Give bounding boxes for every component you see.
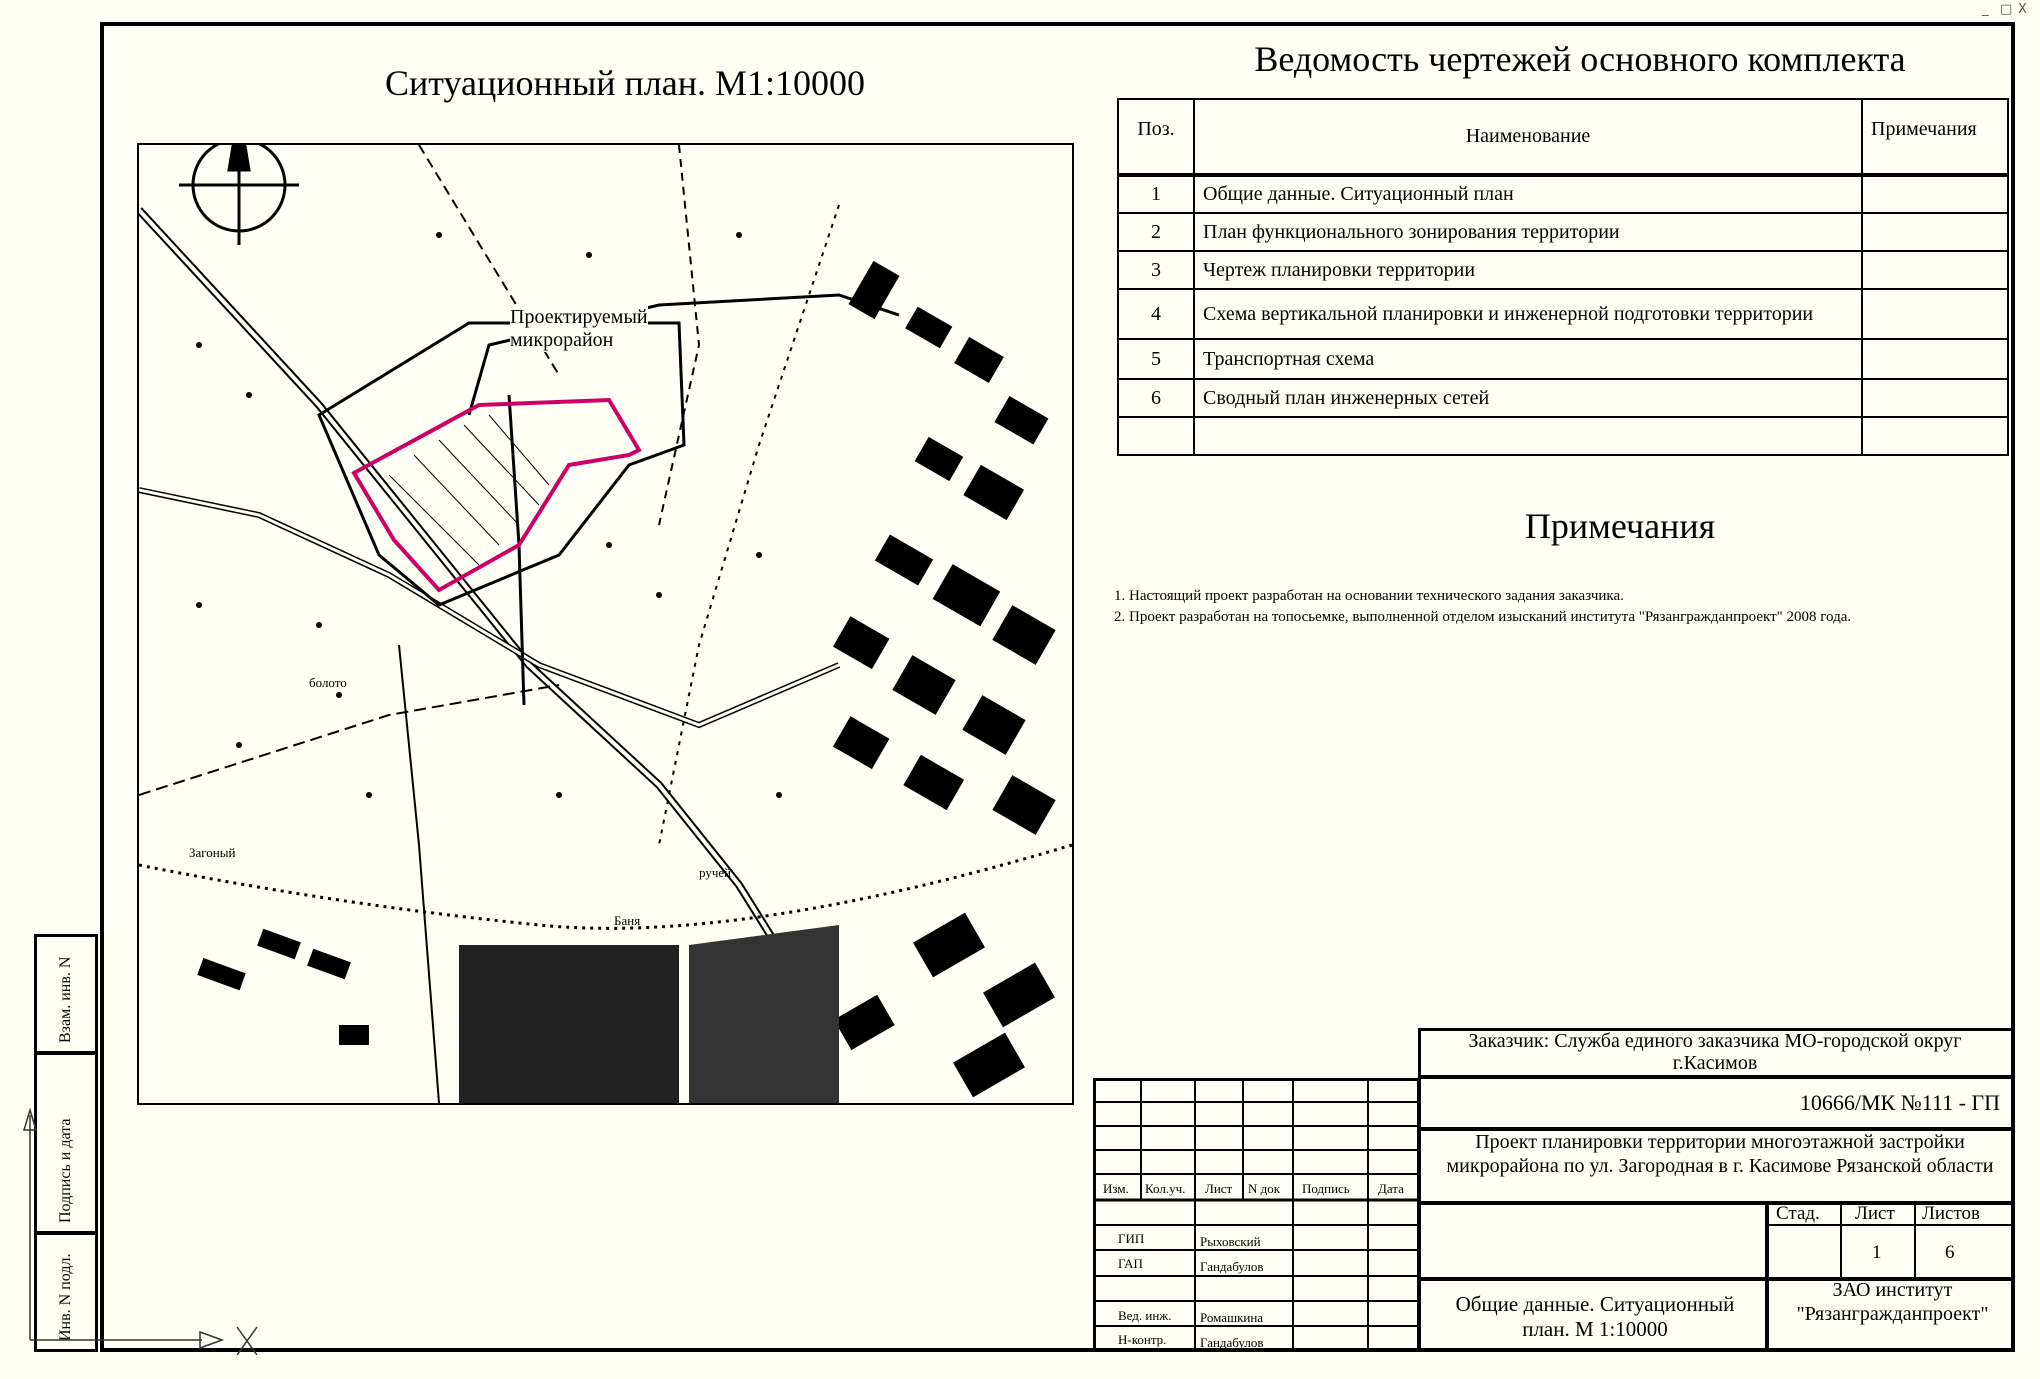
- close-icon[interactable]: X: [2018, 2, 2027, 17]
- note-item: 2. Проект разработан на топосьемке, выполненной отделом изысканий института "Рязангражданпроект" 2008 года.: [1114, 609, 1852, 625]
- col-header: N док: [1248, 1181, 1281, 1196]
- person-name: Рыховский: [1200, 1234, 1261, 1249]
- role-label: Н-контр.: [1118, 1332, 1167, 1347]
- vedomost-title: Ведомость чертежей основного комплекта: [1254, 39, 1906, 79]
- col-header: Лист: [1205, 1181, 1233, 1196]
- drawings-list-table: [1117, 98, 2009, 456]
- header-name: Наименование: [1194, 99, 1862, 175]
- stage-header: Стад.: [1776, 1203, 1820, 1224]
- map-label-project2: микрорайон: [510, 329, 614, 351]
- person-name: Ромашкина: [1200, 1310, 1264, 1325]
- customer-text: Заказчик: Служба единого заказчика МО-городской округ г.Касимов: [1468, 1030, 1962, 1074]
- col-header: Изм.: [1103, 1181, 1129, 1196]
- plan-title: Ситуационный план. М1:10000: [384, 63, 866, 103]
- sheets-total: 6: [1945, 1242, 1955, 1263]
- north-arrow-icon: [179, 145, 299, 245]
- side-stamp-cell: Инв. N подл.: [34, 1232, 98, 1352]
- project-name: Проект планировки территории многоэтажной застройки микрорайона по ул. Загородная в г. Касимове Рязанской области: [1446, 1131, 1994, 1177]
- map-label-project: Проектируемый: [510, 306, 648, 328]
- map-place-label: Баня: [614, 913, 641, 928]
- map-place-label: ручей: [699, 865, 732, 880]
- table-row: 4 Схема вертикальной планировки и инженерной подготовки территории: [1118, 289, 2008, 339]
- role-label: ГАП: [1118, 1256, 1143, 1271]
- role-label: ГИП: [1118, 1231, 1145, 1246]
- map-place-label: Загоный: [189, 845, 236, 860]
- sheets-header: Листов: [1922, 1203, 1981, 1224]
- table-row: 2 План функционального зонирования территории: [1118, 213, 2008, 251]
- maximize-icon[interactable]: □: [2000, 2, 2013, 17]
- sheet-header: Лист: [1855, 1203, 1895, 1224]
- header-note: Примечания: [1862, 99, 2008, 175]
- map-place-label: болото: [309, 675, 347, 690]
- table-row: 6 Сводный план инженерных сетей: [1118, 379, 2008, 417]
- situational-map[interactable]: [137, 143, 1074, 1105]
- table-row: 1 Общие данные. Ситуационный план: [1118, 175, 2008, 213]
- sheet-title: Общие данные. Ситуационный план. М 1:10000: [1455, 1292, 1735, 1341]
- minimize-icon[interactable]: _: [1982, 2, 1989, 17]
- col-header: Дата: [1378, 1181, 1404, 1196]
- person-name: Гандабулов: [1200, 1335, 1264, 1350]
- note-item: 1. Настоящий проект разработан на основании технического задания заказчика.: [1114, 588, 1624, 604]
- person-name: Гандабулов: [1200, 1259, 1264, 1274]
- col-header: Подпись: [1302, 1181, 1350, 1196]
- col-header: Кол.уч.: [1145, 1181, 1186, 1196]
- notes-list: [1108, 586, 1988, 628]
- sheet-number: 1: [1872, 1242, 1882, 1263]
- document-code: 10666/МК №111 - ГП: [1799, 1090, 2000, 1115]
- notes-title: Примечания: [1524, 506, 1716, 546]
- map-drawing: [139, 145, 1072, 1103]
- table-row: 5 Транспортная схема: [1118, 339, 2008, 379]
- side-stamp-cell: Взам. инв. N: [34, 934, 98, 1054]
- header-pos: Поз.: [1118, 99, 1194, 175]
- table-row: [1118, 417, 2008, 455]
- role-label: Вед. инж.: [1118, 1308, 1172, 1323]
- ucs-axis-icon: [22, 1105, 262, 1355]
- side-stamp-cell: Подпись и дата: [34, 1052, 98, 1234]
- organization: ЗАО институт "Рязангражданпроект": [1796, 1279, 1989, 1325]
- table-row: 3 Чертеж планировки территории: [1118, 251, 2008, 289]
